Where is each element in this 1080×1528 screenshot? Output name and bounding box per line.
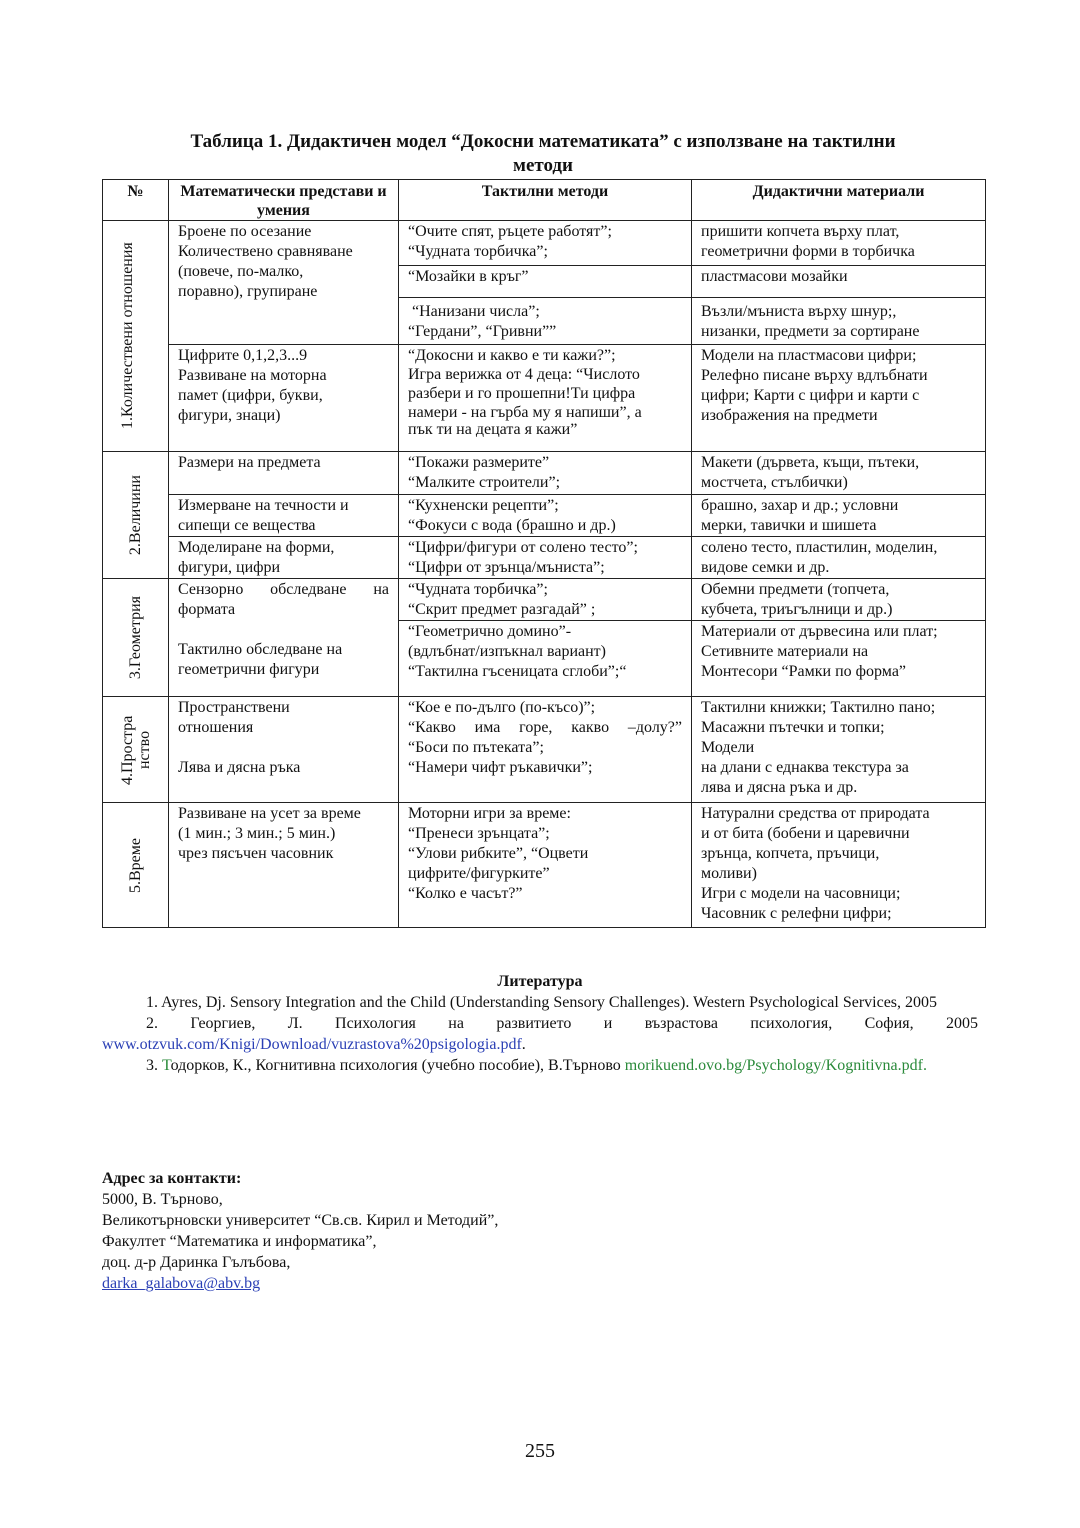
cell-methods: “Цифри/фигури от солено тесто”; “Цифри от зрънца/мъниста”; <box>399 537 692 579</box>
table-row <box>103 344 986 451</box>
table-row <box>103 579 986 621</box>
reference-2-link[interactable]: www.otzvuk.com/Knigi/Download/vuzrastova%20psigologia.pdf <box>102 1036 522 1053</box>
cell-methods: “Мозайки в кръг” <box>399 266 692 298</box>
cell-skills: Измерване на течности и сипещи се вещества <box>169 495 399 537</box>
header-methods: Тактилни методи <box>399 180 692 221</box>
contact-line: 5000, В. Търново, <box>102 1191 223 1208</box>
reference-2: 2. Георгиев, Л. Психология на развитието и възрастова психология, София, 2005 www.otzvuk.com/Knigi/Download/vuzrastova%20psigologia.pdf. <box>102 1015 978 1053</box>
page-number: 255 <box>525 1440 555 1462</box>
cell-methods: “Очите спят, ръцете работят”; “Чудната торбичка”; <box>399 221 692 266</box>
cell-methods: “Покажи размерите” “Малките строители”; <box>399 452 692 495</box>
reference-1: 1. Ayres, Dj. Sensory Integration and the Child (Understanding Sensory Challenges). Western Psychological Services, 2005 <box>146 994 938 1011</box>
cell-skills: Цифрите 0,1,2,3...9 Развиване на моторна памет (цифри, букви, фигури, знаци) <box>169 344 399 451</box>
reference-3: 3. Тодорков, К., Когнитивна психология (учебно пособие), В.Търново morikuend.ovo.bg/Psychology/Kognitivna.pdf. <box>146 1057 927 1074</box>
contact-line: Факултет “Математика и информатика”, <box>102 1233 377 1250</box>
section-label-geometry: 3.Геометрия <box>103 579 169 697</box>
table-caption <box>102 130 984 178</box>
table-row <box>103 221 986 266</box>
section-label-quantity: 1.Количествени отношения <box>103 221 169 452</box>
cell-materials: Модели на пластмасови цифри; Релефно писане върху вдлъбнати цифри; Карти с цифри и карти с изображения на предмети <box>692 344 986 451</box>
references-section <box>102 971 978 1076</box>
cell-materials: Обемни предмети (топчета, кубчета, триъгълници и др.) <box>692 579 986 621</box>
references-title: Литература <box>497 973 583 990</box>
cell-materials: пришити копчета върху плат, геометрични форми в торбичка <box>692 221 986 266</box>
contact-line: Великотърновски университет “Св.св. Кирил и Методий”, <box>102 1212 499 1229</box>
cell-skills: Броене по осезание Количествено сравняване (повече, по-малко, поравно), групиране <box>169 221 399 345</box>
caption-line-2: методи <box>513 155 573 176</box>
contact-line: доц. д-р Даринка Гълъбова, <box>102 1254 291 1271</box>
cell-materials: солено тесто, пластилин, моделин, видове семки и др. <box>692 537 986 579</box>
cell-materials: брашно, захар и др.; условни мерки, тавички и шишета <box>692 495 986 537</box>
cell-methods: Моторни игри за време: “Пренеси зрънцата”; “Улови рибките”, “Оцвети цифрите/фигурките” “Колко е часът?” <box>399 803 692 928</box>
cell-methods: “Чудната торбичка”; “Скрит предмет разгадай” ; <box>399 579 692 621</box>
table-row <box>103 697 986 803</box>
cell-materials: Тактилни книжки; Тактилно пано; Масажни пътечки и топки; Модели на длани с еднаква текстура за лява и дясна ръка и др. <box>692 697 986 803</box>
cell-methods: “Геометрично домино”- (вдлъбнат/изпъкнал вариант) “Тактилна гъсеницата сглоби”;“ <box>399 621 692 697</box>
cell-materials: пластмасови мозайки <box>692 266 986 298</box>
cell-skills: Размери на предмета <box>169 452 399 495</box>
table-header-row <box>103 180 986 221</box>
header-materials: Дидактични материали <box>692 180 986 221</box>
cell-methods: “Кое е по-дълго (по-късо)”; “Какво има горе, какво –долу?” “Боси по пътеката”; “Намери чифт ръкавички”; <box>399 697 692 803</box>
cell-methods: “Докосни и какво е ти кажи?”; Игра верижка от 4 деца: “Числото разбери и го прошепни!Ти цифра намери - на гърба му я напиши”, а пък ти на децата я кажи” <box>399 344 692 451</box>
cell-methods: “Кухненски рецепти”; “Фокуси с вода (брашно и др.) <box>399 495 692 537</box>
contact-email-link[interactable]: darka_galabova@abv.bg <box>102 1275 261 1292</box>
contact-title: Адрес за контакти: <box>102 1170 242 1187</box>
table-row <box>103 803 986 928</box>
cell-materials: Макети (дървета, къщи, пътеки, мостчета, стълбички) <box>692 452 986 495</box>
table-row <box>103 537 986 579</box>
cell-skills: Сензорно обследване на формата Тактилно обследване на геометрични фигури <box>169 579 399 697</box>
reference-3-link[interactable]: morikuend.ovo.bg/Psychology/Kognitivna.pdf <box>624 1057 923 1074</box>
cell-skills: Моделиране на форми, фигури, цифри <box>169 537 399 579</box>
contact-block <box>102 1168 498 1294</box>
cell-materials: Възли/мъниста върху шнур;, низанки, предмети за сортиране <box>692 298 986 344</box>
cell-materials: Материали от дървесина или плат; Сетивните материали на Монтесори “Рамки по форма” <box>692 621 986 697</box>
cell-skills: Развиване на усет за време (1 мин.; 3 мин.; 5 мин.) чрез пясъчен часовник <box>169 803 399 928</box>
table-row <box>103 452 986 495</box>
table-row <box>103 495 986 537</box>
cell-methods: “Нанизани числа”; “Гердани”, “Гривни”” <box>399 298 692 344</box>
header-num: № <box>103 180 169 221</box>
section-label-time: 5.Време <box>103 803 169 928</box>
cell-materials: Натурални средства от природата и от бита (бобени и царевични зрънца, копчета, пръчици, моливи) Игри с модели на часовници; Часовник с релефни цифри; <box>692 803 986 928</box>
section-label-space: 4.Простра нство <box>103 697 169 803</box>
caption-line-1: Таблица 1. Дидактичен модел “Докосни математиката” с използване на тактилни <box>190 131 896 152</box>
header-skills: Математически представи и умения <box>169 180 399 221</box>
cell-skills: Пространствени отношения Лява и дясна ръка <box>169 697 399 803</box>
didactic-model-table <box>102 179 986 928</box>
section-label-quantities: 2.Величини <box>103 452 169 579</box>
